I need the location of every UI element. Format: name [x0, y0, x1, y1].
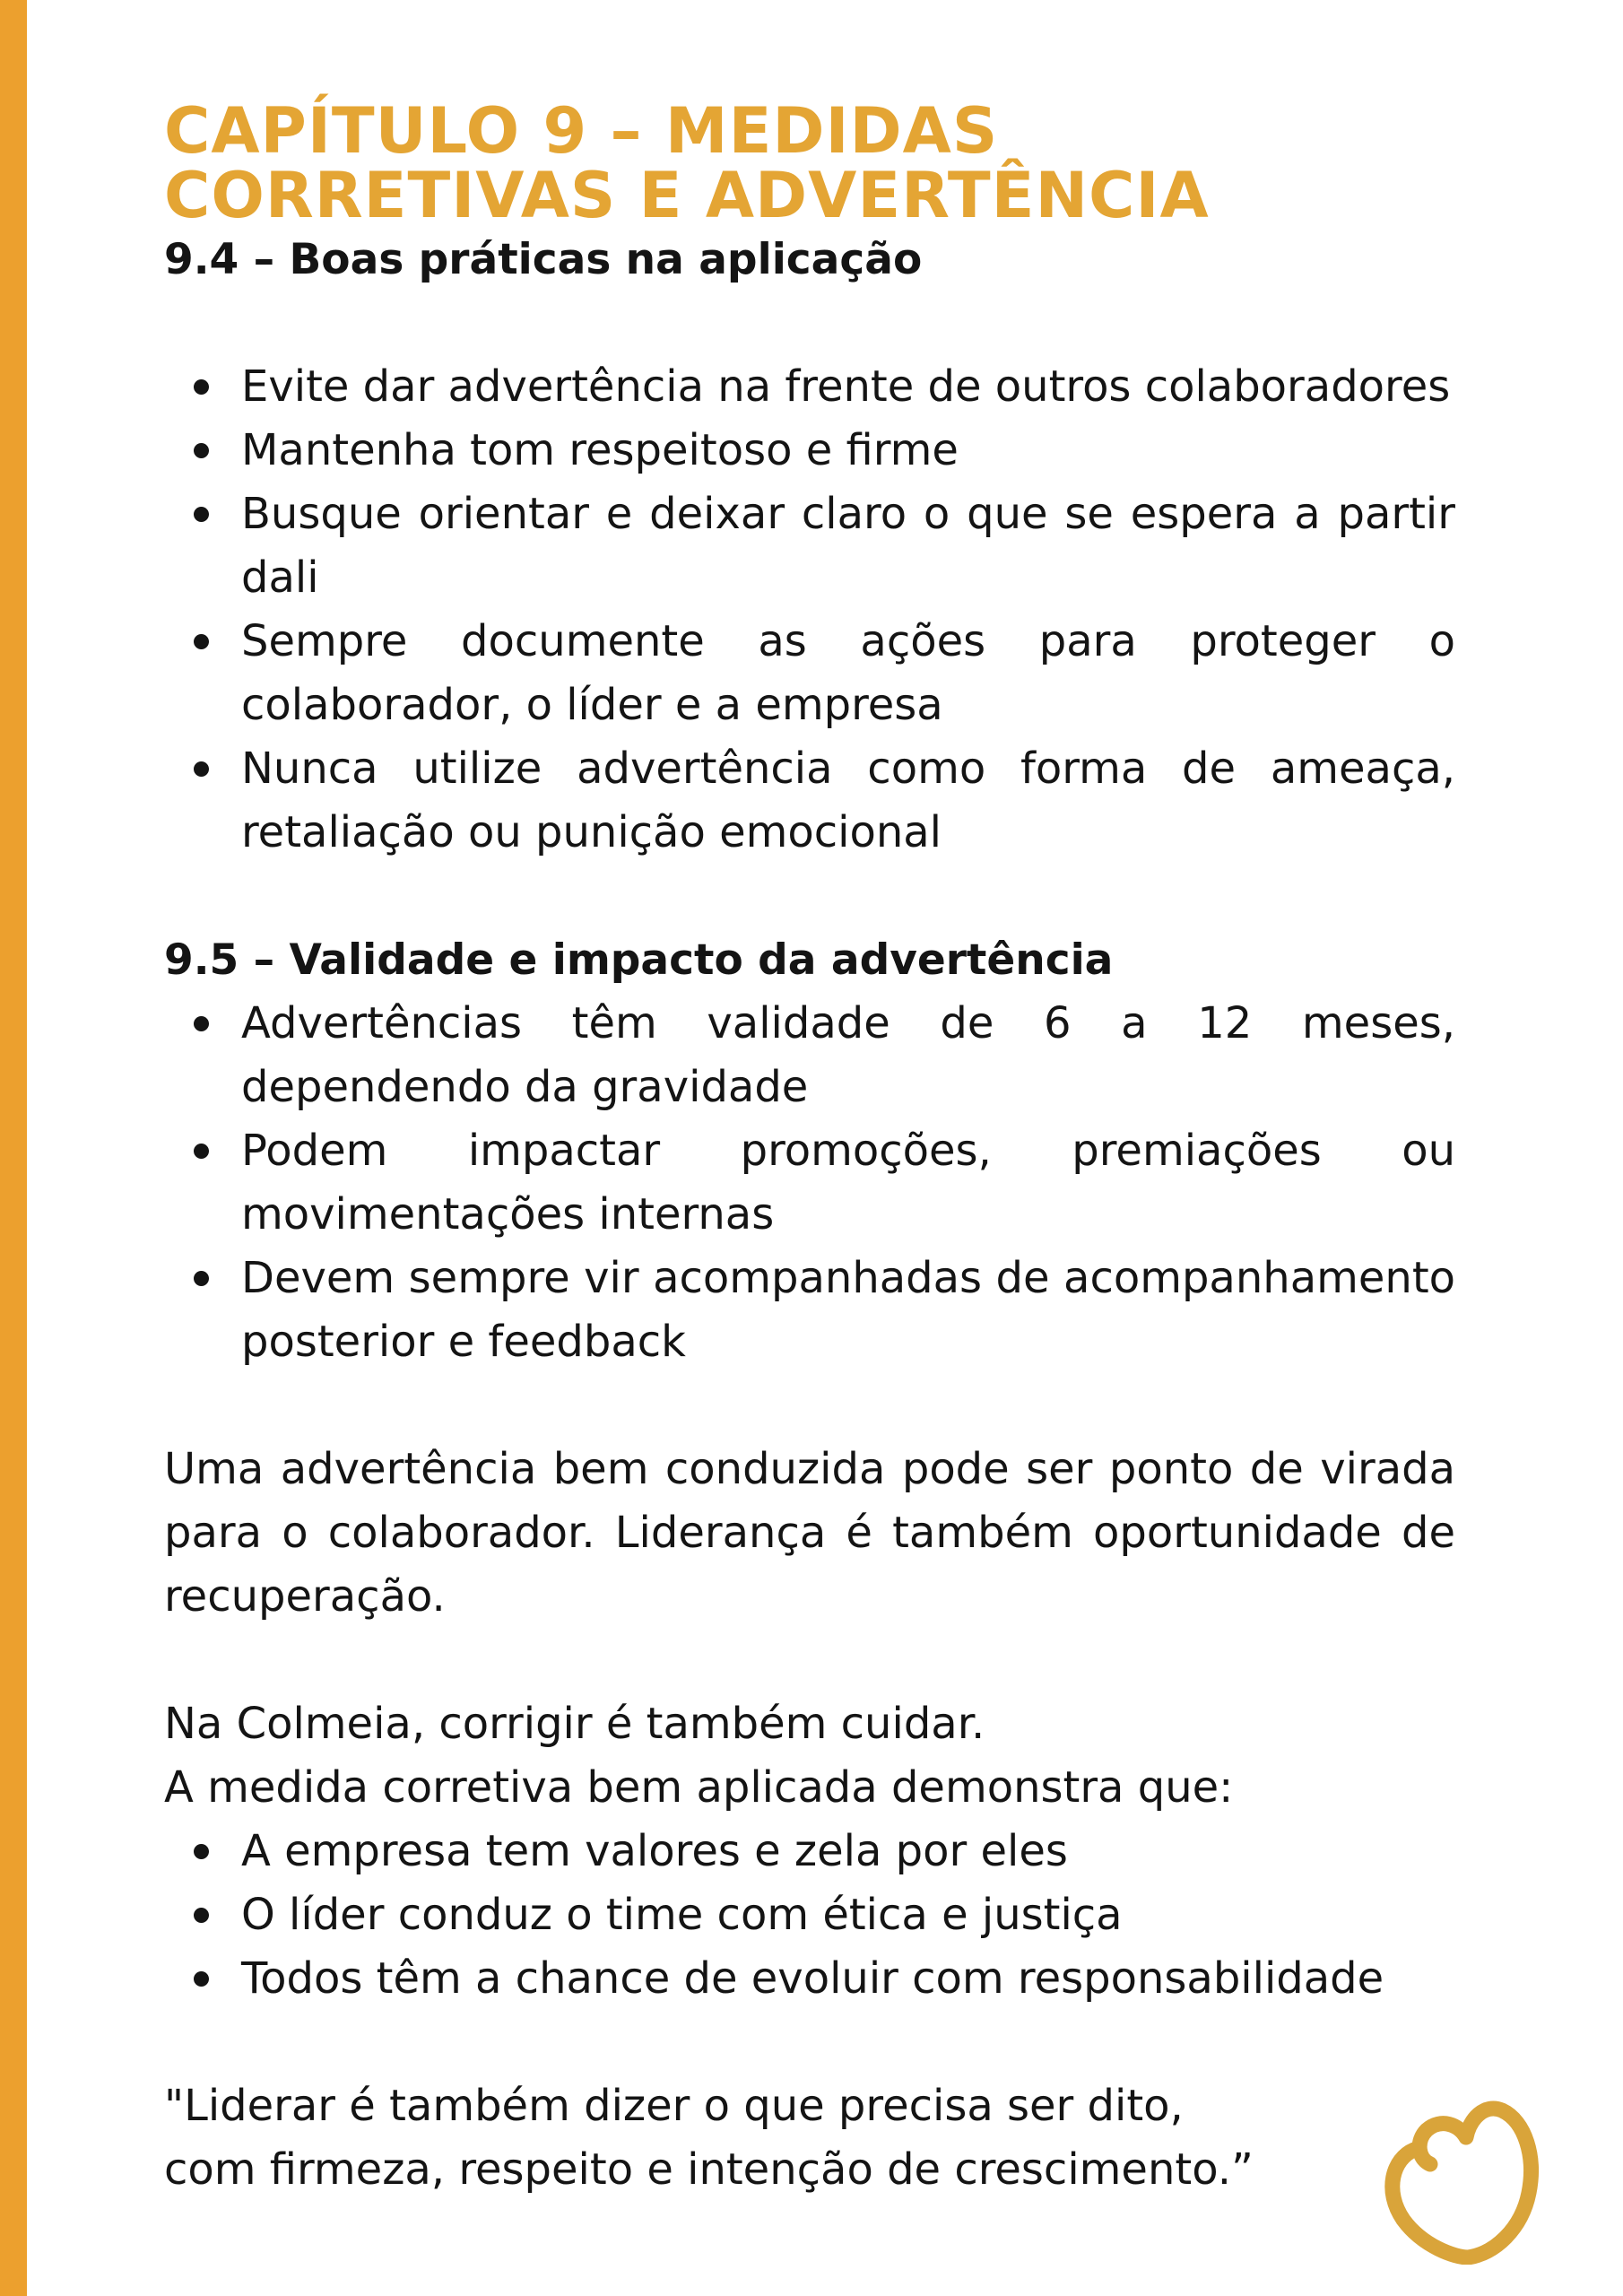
bullet-dot-icon — [194, 1971, 209, 1987]
list-item — [164, 419, 1455, 483]
spacer — [164, 291, 1455, 355]
bullet-dot-icon — [194, 761, 209, 777]
bullet-dot-icon — [194, 1844, 209, 1859]
list-item-text: Advertências têm validade de 6 a 12 meses, dependendo da gravidade — [241, 998, 1455, 1112]
list-item — [164, 1947, 1455, 2011]
bullet-dot-icon — [194, 379, 209, 395]
closing-paragraph: Uma advertência bem conduzida pode ser ponto de virada para o colaborador. Liderança é também oportunidade de recuperação. — [164, 1444, 1455, 1622]
list-item-text: Busque orientar e deixar claro o que se espera a partir dali — [241, 489, 1455, 603]
bullet-dot-icon — [194, 1271, 209, 1286]
list-item — [164, 483, 1455, 610]
list-item-text: Todos têm a chance de evoluir com responsabilidade — [241, 1953, 1384, 2004]
quote-line-1: "Liderar é também dizer o que precisa ser dito, — [164, 2081, 1184, 2131]
list-item — [164, 1247, 1455, 1374]
bullet-dot-icon — [194, 443, 209, 458]
section-9-4-list — [164, 355, 1455, 865]
spacer — [164, 1629, 1455, 1692]
closing-list — [164, 1820, 1455, 2011]
spacer — [164, 865, 1455, 928]
list-item — [164, 1820, 1455, 1883]
list-item-text: O líder conduz o time com ética e justiça — [241, 1890, 1123, 1940]
heart-logo-stroke — [1393, 2109, 1532, 2257]
quote-line-2: com firmeza, respeito e intenção de crescimento.” — [164, 2144, 1254, 2195]
spacer — [164, 1374, 1455, 1438]
list-item — [164, 992, 1455, 1119]
accent-side-bar — [0, 0, 27, 2296]
list-item-text: Mantenha tom respeitoso e firme — [241, 425, 959, 475]
list-item — [164, 1883, 1455, 1947]
section-9-5-heading: 9.5 – Validade e impacto da advertência — [164, 935, 1114, 985]
list-item-text: Sempre documente as ações para proteger o colaborador, o líder e a empresa — [241, 616, 1455, 730]
bullet-dot-icon — [194, 634, 209, 649]
list-item — [164, 737, 1455, 865]
bullet-dot-icon — [194, 1016, 209, 1031]
list-item-text: Evite dar advertência na frente de outros colaboradores — [241, 361, 1451, 412]
page-content — [164, 94, 1455, 2202]
chapter-title-line-2: CORRETIVAS E ADVERTÊNCIA — [164, 159, 1210, 232]
list-item-text: Podem impactar promoções, premiações ou movimentações internas — [241, 1126, 1455, 1239]
list-item-text: Devem sempre vir acompanhadas de acompanhamento posterior e feedback — [241, 1253, 1455, 1367]
list-item — [164, 1119, 1455, 1247]
bullet-dot-icon — [194, 507, 209, 522]
closing-line-2: A medida corretiva bem aplicada demonstra que: — [164, 1762, 1234, 1813]
chapter-title-line-1: CAPÍTULO 9 – MEDIDAS — [164, 94, 999, 168]
list-item — [164, 355, 1455, 419]
bullet-dot-icon — [194, 1144, 209, 1159]
section-9-4-heading: 9.4 – Boas práticas na aplicação — [164, 235, 923, 284]
list-item-text: A empresa tem valores e zela por eles — [241, 1826, 1068, 1876]
spacer — [164, 2011, 1455, 2074]
list-item — [164, 610, 1455, 737]
closing-line-1: Na Colmeia, corrigir é também cuidar. — [164, 1699, 985, 1749]
chapter-title — [164, 94, 1455, 232]
section-9-5-list — [164, 992, 1455, 1374]
bullet-dot-icon — [194, 1908, 209, 1923]
heart-logo-icon — [1376, 2094, 1547, 2265]
list-item-text: Nunca utilize advertência como forma de ameaça, retaliação ou punição emocional — [241, 744, 1455, 857]
